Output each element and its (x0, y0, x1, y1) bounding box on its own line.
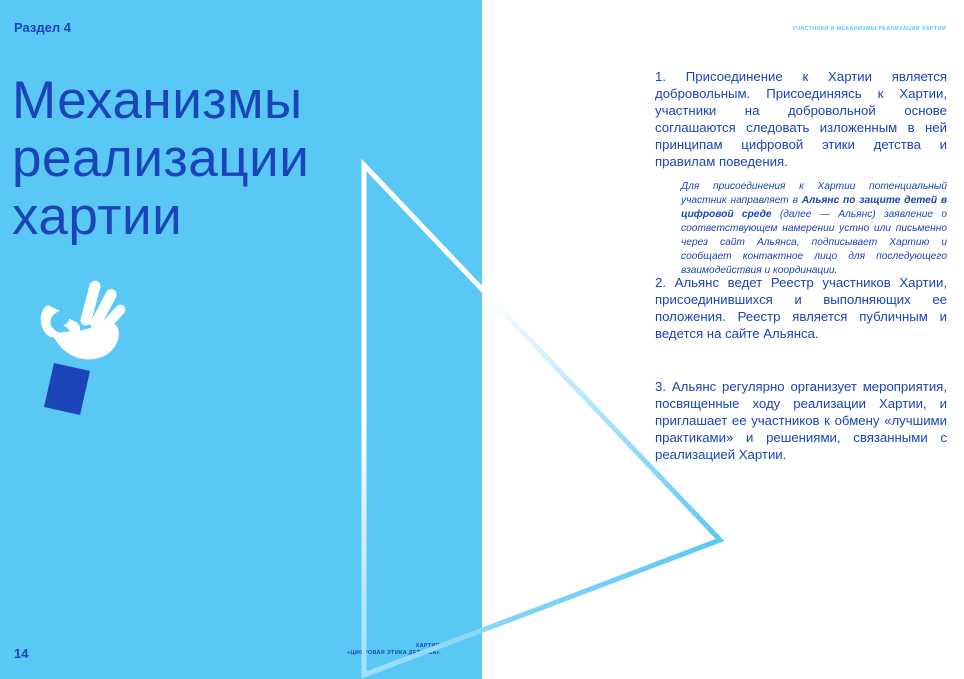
footer-line-2: «ЦИФРОВАЯ ЭТИКА ДЕТСТВА» (347, 650, 440, 656)
page-number: 14 (14, 646, 29, 661)
note-text-start: Для присоединения к Хартии потенциальный участник направляет в (681, 181, 947, 206)
note-text-end: (далее — Альянс) заявление о соответствующем намерении устно или письменно через сайт Альянса, подписывает Хартию и сообщает контактное лицо для последующего взаимодействия и координации. (681, 209, 947, 276)
footer-line-1: ХАРТИЯ (415, 643, 440, 649)
paragraph-2: 2. Альянс ведет Реестр участников Хартии, присоединившихся и выполняющих ее положения. Реестр является публичным и ведется на сайте Альянса. (655, 275, 947, 341)
paragraph-1-text: 1. Присоединение к Хартии является добровольным. Присоединяясь к Хартии, участники на добровольной основе соглашаются следовать изложенным в ней принципам цифровой этики детства и правилам поведения. (655, 69, 947, 169)
paragraph-3: 3. Альянс регулярно организует мероприятия, посвященные ходу реализации Хартии, и приглашает ее участников к обмену «лучшими практиками» и решениями, связанными с реализацией Хартии. (655, 379, 947, 462)
paragraph-1-note (681, 180, 947, 278)
title-line-3: хартии (12, 187, 183, 246)
paragraph-1 (655, 68, 947, 278)
section-label: Раздел 4 (14, 20, 71, 35)
running-head: УЧАСТНИКИ И МЕХАНИЗМЫ РЕАЛИЗАЦИИ ХАРТИИ (792, 26, 946, 32)
title-line-2: реализации (12, 129, 310, 188)
note-bold-alliance: Альянс по защите детей в цифровой среде (681, 195, 947, 220)
title-line-1: Механизмы (12, 71, 303, 130)
